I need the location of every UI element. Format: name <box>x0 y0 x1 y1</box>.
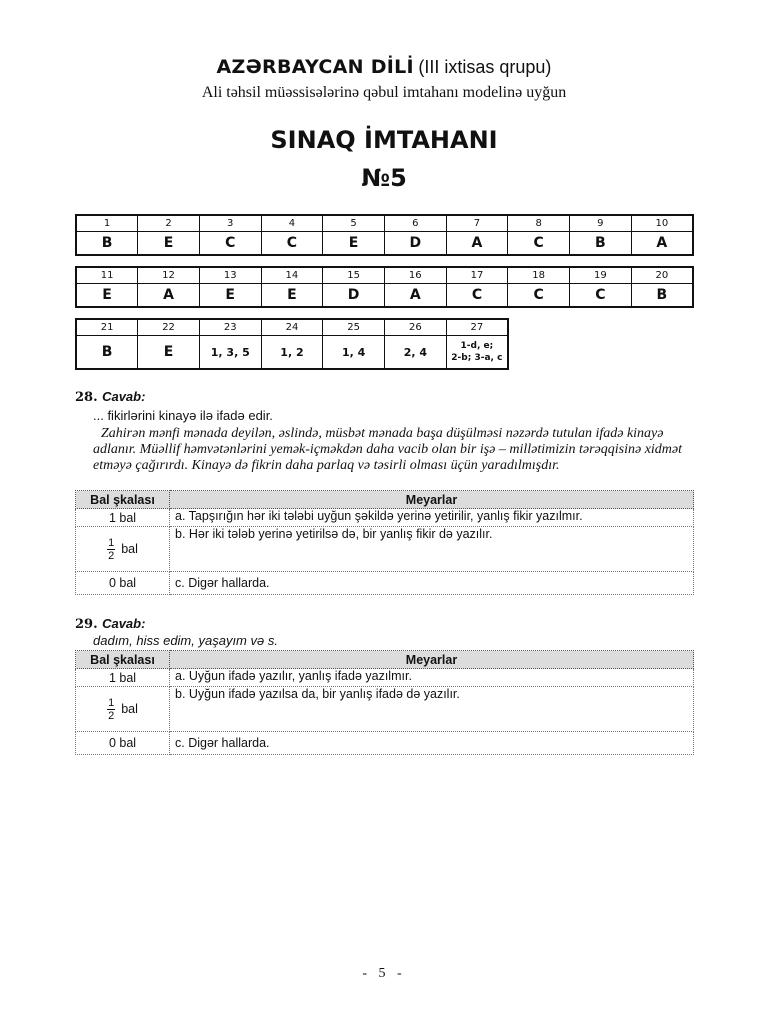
answer-cell: E <box>323 232 385 256</box>
answer-cell: C <box>446 284 508 308</box>
q29-answer: dadım, hiss edim, yaşayım və s. <box>93 633 278 648</box>
question-number: 28. <box>75 390 98 405</box>
answer-cell: 1, 3, 5 <box>199 336 261 370</box>
answer-cell: 1, 2 <box>261 336 323 370</box>
answer-key-answers-row <box>76 232 693 256</box>
answer-27-line: 2-b; 3-a, c <box>451 353 503 363</box>
answer-key-answers-row <box>76 284 693 308</box>
answer-cell: E <box>76 284 138 308</box>
criteria-cell: c. Digər hallarda. <box>170 732 694 755</box>
answer-cell: C <box>199 232 261 256</box>
criteria-cell: b. Hər iki tələb yerinə yetirilsə də, bir yanlış fikir də yazılır. <box>170 527 694 572</box>
question-number: 29. <box>75 617 98 632</box>
question-number: 18 <box>508 267 570 284</box>
rubric-row <box>76 509 694 527</box>
answer-cell: A <box>446 232 508 256</box>
answer-key-numbers-row <box>76 267 693 284</box>
question-number: 2 <box>138 215 200 232</box>
question-number: 10 <box>631 215 693 232</box>
answer-key-numbers-row <box>76 215 693 232</box>
q28-answer: ... fikirlərini kinayə ilə ifadə edir. <box>93 408 273 423</box>
score-cell: 1 bal <box>76 669 170 687</box>
document-subtitle: Ali təhsil müəssisələrinə qəbul imtahanı modelinə uyğun <box>201 84 567 101</box>
rubric-row <box>76 687 694 732</box>
answer-cell: E <box>138 232 200 256</box>
question-number: 3 <box>199 215 261 232</box>
criteria-column-header: Meyarlar <box>170 651 694 669</box>
question-number: 11 <box>76 267 138 284</box>
answer-cell: A <box>384 284 446 308</box>
q28-explanation: Zahirən mənfi mənada deyilən, əslində, müsbət mənada başa düşülməsi nəzərdə tutulan ifadə kinayə adlanır. Müəllif həmvətənlərini yemək-içməkdən daha vacib olan bir işə – millətimizin tərəqqisinə xidmət etməyə çağırırdı. Kinayə də fikrin daha parlaq və təsirli olması üçün yaradılmışdır. <box>93 426 683 473</box>
criteria-cell: c. Digər hallarda. <box>170 572 694 595</box>
question-number: 4 <box>261 215 323 232</box>
fraction-denominator: 2 <box>108 709 115 722</box>
question-number: 7 <box>446 215 508 232</box>
rubric-row <box>76 669 694 687</box>
answer-cell: C <box>508 232 570 256</box>
fraction-denominator: 2 <box>108 549 115 562</box>
question-number: 8 <box>508 215 570 232</box>
answer-key-table-1 <box>75 214 694 256</box>
rubric-header-row <box>76 651 694 669</box>
answer-key-table-3 <box>75 318 509 370</box>
score-column-header: Bal şkalası <box>76 651 170 669</box>
q28-heading <box>75 388 145 406</box>
answer-label: Cavab: <box>102 616 146 631</box>
answer-cell: B <box>76 232 138 256</box>
question-number: 5 <box>323 215 385 232</box>
exam-number: №5 <box>361 164 407 192</box>
subject-group: (III ixtisas qrupu) <box>418 57 552 77</box>
answer-cell: E <box>138 336 200 370</box>
answer-label: Cavab: <box>102 389 146 404</box>
question-number: 14 <box>261 267 323 284</box>
rubric-row <box>76 527 694 572</box>
answer-cell: A <box>138 284 200 308</box>
question-number: 25 <box>323 319 385 336</box>
answer-27-line: 1-d, e; <box>460 341 494 351</box>
question-number: 16 <box>384 267 446 284</box>
document-title <box>0 56 768 78</box>
q29-rubric-table <box>75 650 694 755</box>
answer-cell: 2, 4 <box>385 336 447 370</box>
answer-cell: C <box>261 232 323 256</box>
question-number: 19 <box>570 267 632 284</box>
answer-cell: E <box>261 284 323 308</box>
answer-cell: C <box>570 284 632 308</box>
rubric-header-row <box>76 491 694 509</box>
question-number: 13 <box>199 267 261 284</box>
half-fraction <box>107 537 115 562</box>
question-number: 22 <box>138 319 200 336</box>
score-unit: bal <box>121 541 138 556</box>
criteria-cell: b. Uyğun ifadə yazılsa da, bir yanlış ifadə də yazılır. <box>170 687 694 732</box>
rubric-row <box>76 572 694 595</box>
answer-key-numbers-row <box>76 319 508 336</box>
criteria-cell: a. Tapşırığın hər iki tələbi uyğun şəkildə yerinə yetirilir, yanlış fikir yazılmır. <box>170 509 694 527</box>
answer-cell: D <box>384 232 446 256</box>
fraction-numerator: 1 <box>108 536 115 549</box>
question-number: 17 <box>446 267 508 284</box>
question-number: 24 <box>261 319 323 336</box>
answer-key-table-2 <box>75 266 694 308</box>
page-number: - 5 - <box>362 966 406 981</box>
score-column-header: Bal şkalası <box>76 491 170 509</box>
answer-cell: B <box>570 232 632 256</box>
answer-cell: E <box>199 284 261 308</box>
question-number: 26 <box>385 319 447 336</box>
score-unit: bal <box>121 701 138 716</box>
answer-cell-27 <box>446 336 508 370</box>
question-number: 20 <box>631 267 693 284</box>
fraction-numerator: 1 <box>108 696 115 709</box>
answer-cell: 1, 4 <box>323 336 385 370</box>
subject-title: AZƏRBAYCAN DİLİ <box>216 56 414 78</box>
question-number: 21 <box>76 319 138 336</box>
answer-cell: D <box>323 284 385 308</box>
score-cell: 1 bal <box>76 509 170 527</box>
answer-cell: C <box>508 284 570 308</box>
answer-cell: A <box>631 232 693 256</box>
criteria-cell: a. Uyğun ifadə yazılır, yanlış ifadə yazılmır. <box>170 669 694 687</box>
half-fraction <box>107 697 115 722</box>
question-number: 15 <box>323 267 385 284</box>
rubric-row <box>76 732 694 755</box>
question-number: 6 <box>384 215 446 232</box>
score-cell <box>76 527 170 572</box>
q29-heading <box>75 615 145 633</box>
answer-cell: B <box>631 284 693 308</box>
question-number: 23 <box>199 319 261 336</box>
q28-rubric-table <box>75 490 694 595</box>
answer-key-answers-row <box>76 336 508 370</box>
question-number: 9 <box>570 215 632 232</box>
score-cell: 0 bal <box>76 732 170 755</box>
answer-cell: B <box>76 336 138 370</box>
score-cell: 0 bal <box>76 572 170 595</box>
question-number: 12 <box>138 267 200 284</box>
question-number: 27 <box>446 319 508 336</box>
criteria-column-header: Meyarlar <box>170 491 694 509</box>
question-number: 1 <box>76 215 138 232</box>
exam-title: SINAQ İMTAHANI <box>270 126 498 154</box>
score-cell <box>76 687 170 732</box>
